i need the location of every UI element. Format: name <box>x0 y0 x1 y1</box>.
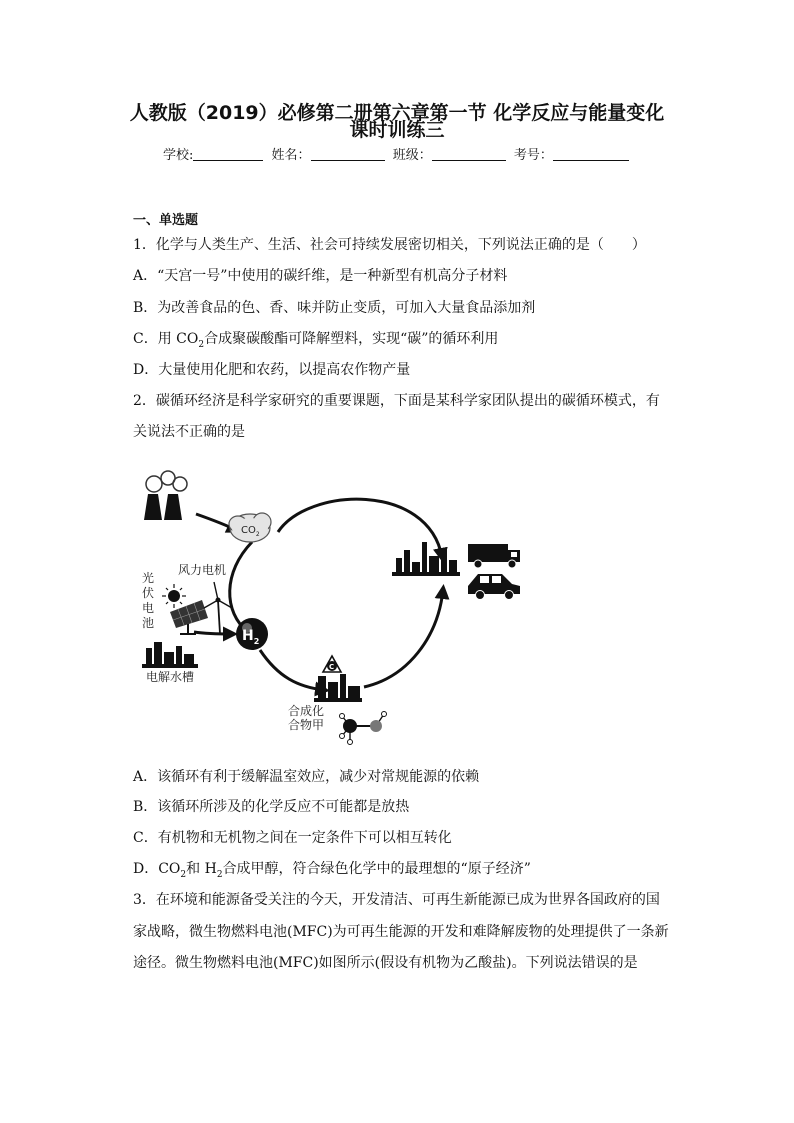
electrolysis-plant-icon <box>142 642 198 668</box>
arrow-energy-to-h2 <box>194 632 232 634</box>
svg-text:电: 电 <box>142 601 155 615</box>
q2-option-d: D．$CO_2$和 $H_2$合成甲醇，符合绿色化学中的最理想的“原子经济” <box>133 861 531 880</box>
svg-text:伏: 伏 <box>142 586 155 600</box>
svg-text:池: 池 <box>142 616 155 630</box>
truck-icon <box>468 544 520 568</box>
q3-line3: 途径。微生物燃料电池(MFC)如图所示(假设有机物为乙酸盐)。下列说法错误的是 <box>133 955 638 971</box>
q2-option-c: C．有机物和无机物之间在一定条件下可以相互转化 <box>133 830 452 846</box>
page-subtitle: 课时训练三 <box>349 119 445 141</box>
q3-line1: 3．在环境和能源备受关注的今天，开发清洁、可再生新能源已成为世界各国政府的国 <box>133 892 660 908</box>
student-info-row <box>163 144 633 163</box>
photovoltaic-label <box>142 570 154 630</box>
arrow-to-factory <box>278 499 442 557</box>
school-label: 学校: <box>163 148 194 163</box>
co2-cloud-icon <box>229 513 271 542</box>
car-icon <box>468 574 520 600</box>
name-field[interactable] <box>311 146 385 161</box>
factory-icon <box>392 542 460 576</box>
svg-text:光: 光 <box>142 571 155 585</box>
svg-text:H2: $H_2$ <box>242 628 260 646</box>
q2-stem-line1: 2．碳循环经济是科学家研究的重要课题，下面是某科学家团队提出的碳循环模式，有 <box>133 393 660 409</box>
section-heading: 一、单选题 <box>133 213 199 228</box>
exam-no-field[interactable] <box>553 146 629 161</box>
q1-option-b: B．为改善食品的色、香、味并防止变质，可加入大量食品添加剂 <box>133 300 536 316</box>
name-label: 姓名： <box>271 148 311 163</box>
compound-label-line2: 合物甲 <box>288 718 325 732</box>
wind-turbine-label: 风力电机 <box>178 563 227 577</box>
q2-option-b: B．该循环所涉及的化学反应不可能都是放热 <box>133 799 410 815</box>
page-title: 人教版（2019）必修第二册第六章第一节 化学反应与能量变化 <box>129 102 665 124</box>
q2-option-a: A．该循环有利于缓解温室效应，减少对常规能源的依赖 <box>133 769 480 785</box>
svg-text:CO2: $CO_2$ <box>241 525 260 538</box>
solar-panel-icon <box>162 584 208 634</box>
q1-option-d: D．大量使用化肥和农药，以提高农作物产量 <box>133 362 411 378</box>
synthesis-plant-icon <box>314 656 362 702</box>
class-field[interactable] <box>432 146 506 161</box>
compound-label-line1: 合成化 <box>288 704 325 718</box>
svg-text:C: C <box>329 663 335 671</box>
exam-no-label: 考号： <box>513 148 553 163</box>
q1-option-a: A．“天宫一号”中使用的碳纤维，是一种新型有机高分子材料 <box>133 268 508 284</box>
q3-line2: 家战略，微生物燃料电池(MFC)为可再生能源的开发和难降解废物的处理提供了一条新 <box>133 924 669 940</box>
class-label: 班级： <box>392 148 432 163</box>
electrolysis-label: 电解水槽 <box>146 670 195 684</box>
school-field[interactable] <box>193 146 263 161</box>
h2-molecule-icon <box>236 618 268 650</box>
arrow-synthesis-to-factory <box>364 590 443 687</box>
arrow-h2-to-synthesis <box>260 650 324 690</box>
q2-stem-line2: 关说法不正确的是 <box>133 424 245 440</box>
q1-option-c: C．用 $CO_2$合成聚碳酸酯可降解塑料，实现“碳”的循环利用 <box>133 331 499 350</box>
carbon-cycle-diagram <box>128 462 548 762</box>
power-plant-icon <box>144 471 187 520</box>
q1-stem: 1．化学与人类生产、生活、社会可持续发展密切相关，下列说法正确的是（ ） <box>133 237 646 253</box>
wind-turbine-icon <box>204 582 232 634</box>
methanol-molecule-icon <box>340 712 387 745</box>
